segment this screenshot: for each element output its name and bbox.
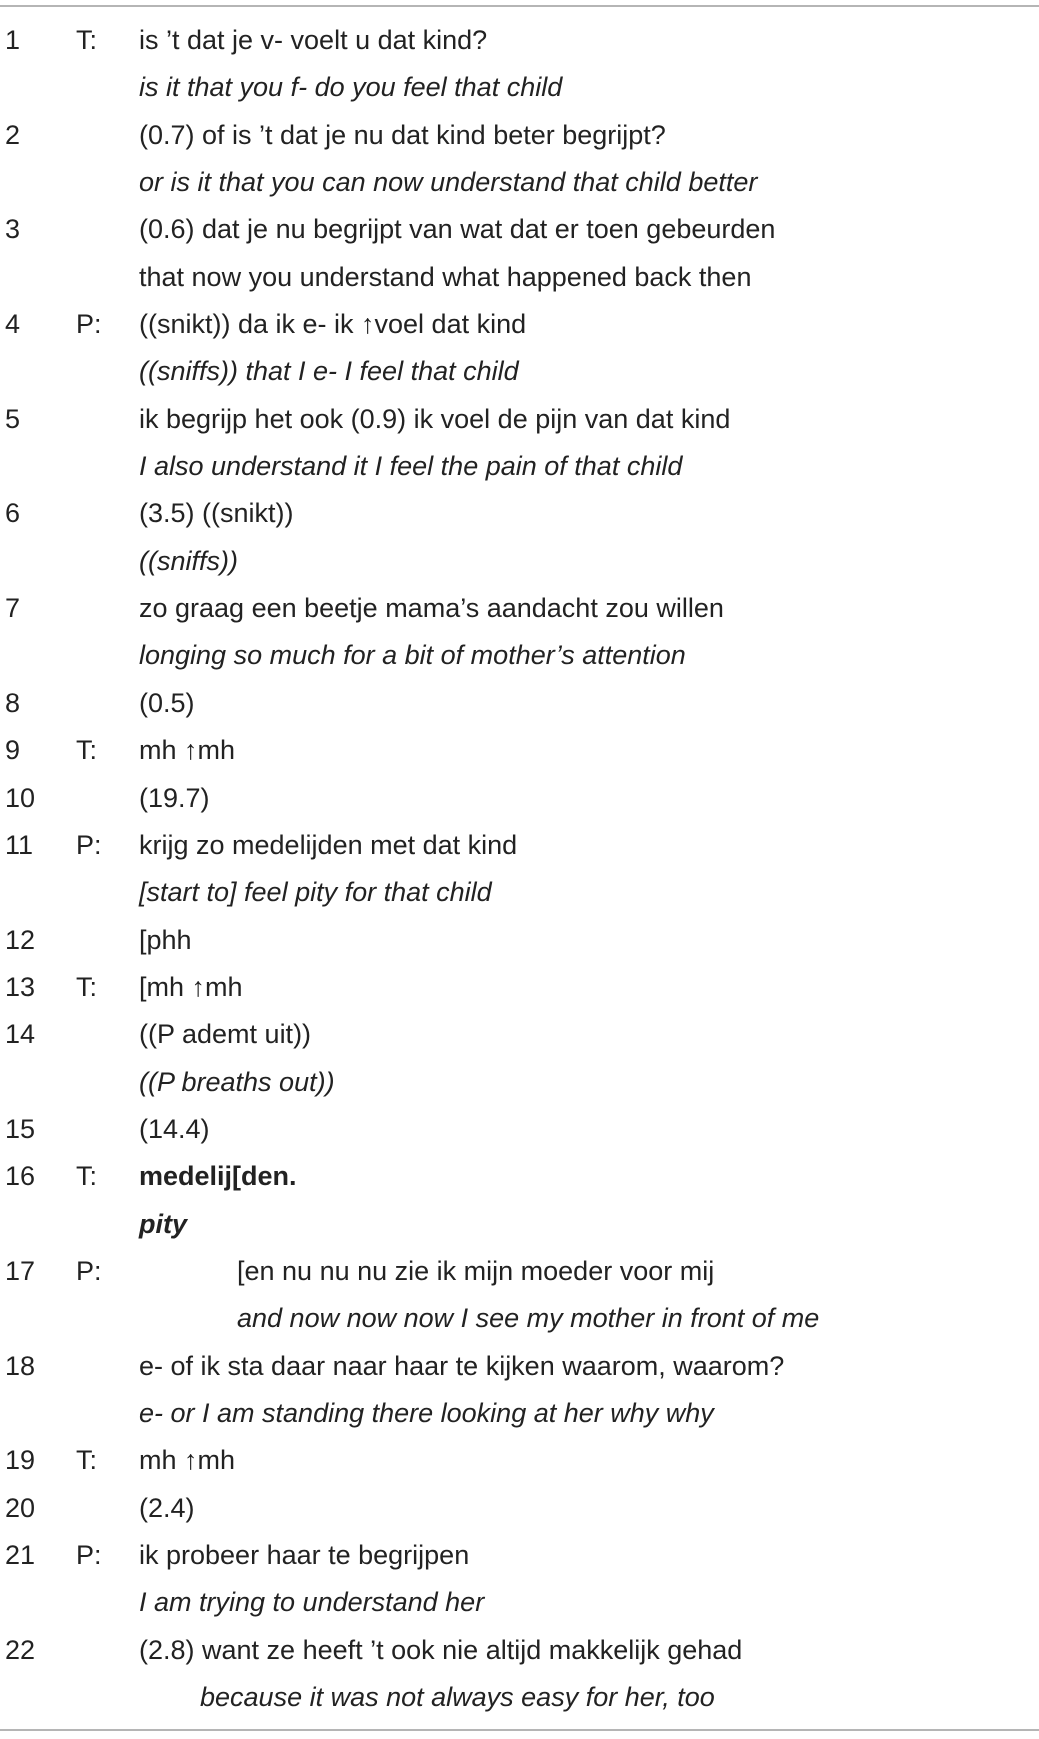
utterance-text: ((snikt)) da ik e- ik ↑voel dat kind [139, 309, 527, 340]
transcript-line-11 [0, 822, 1039, 869]
top-rule [0, 5, 1039, 7]
translation-text: or is it that you can now understand that child better [139, 167, 758, 198]
speaker-label: T: [76, 1445, 98, 1476]
line-number: 7 [5, 593, 21, 624]
transcript-line-5 [0, 396, 1039, 443]
line-number: 12 [5, 924, 36, 955]
translation-text: longing so much for a bit of mother’s attention [139, 640, 686, 671]
utterance-text: (19.7) [139, 782, 210, 813]
utterance-text: [phh [139, 924, 192, 955]
translation-line-11 [0, 869, 1039, 916]
utterance-text-part: n van dat kind [562, 403, 731, 434]
translation-line-17 [0, 1295, 1039, 1342]
translation-text-indented: and now now now I see my mother in front of me [237, 1303, 820, 1334]
line-number: 5 [5, 403, 21, 434]
utterance-text: (0.5) [139, 687, 195, 718]
line-number: 3 [5, 214, 21, 245]
transcript-table [0, 17, 1039, 1721]
bottom-rule [0, 1729, 1039, 1731]
utterance-text: (14.4) [139, 1113, 210, 1144]
transcript-line-10 [0, 775, 1039, 822]
translation-text: I am trying to understand her [139, 1587, 485, 1618]
utterance-text: (3.5) ((snikt)) [139, 498, 294, 529]
translation-text: ((sniffs)) that I e- I feel that child [139, 356, 519, 387]
utterance-text: mh ↑mh [139, 1445, 236, 1476]
utterance-text-indented: [en nu nu nu zie ik mijn moeder voor mij [237, 1255, 715, 1286]
line-number: 8 [5, 687, 21, 718]
transcript-line-20 [0, 1485, 1039, 1532]
translation-text: ((P breaths out)) [139, 1066, 335, 1097]
transcript-line-15 [0, 1106, 1039, 1153]
line-number: 22 [5, 1634, 36, 1665]
translation-line-6 [0, 538, 1039, 585]
translation-text: that now you understand what happened back then [139, 261, 752, 292]
line-number: 20 [5, 1492, 36, 1523]
utterance-text: [mh ↑mh [139, 971, 243, 1002]
translation-line-14 [0, 1059, 1039, 1106]
line-number: 11 [5, 829, 34, 860]
transcript-line-8 [0, 680, 1039, 727]
transcript-line-22 [0, 1627, 1039, 1674]
utterance-text: krijg zo medelijden met dat kind [139, 829, 518, 860]
transcript-line-2 [0, 112, 1039, 159]
speaker-label: T: [76, 971, 98, 1002]
transcript-line-14 [0, 1011, 1039, 1058]
utterance-text [139, 403, 730, 435]
utterance-text-part: ik begrijp het ook (0.9) ik voel de pi [139, 403, 557, 434]
translation-text-bold: pity [139, 1208, 188, 1239]
utterance-text: (0.7) of is ’t dat je nu dat kind beter begrijpt? [139, 119, 666, 150]
transcript-line-3 [0, 206, 1039, 253]
line-number: 19 [5, 1445, 36, 1476]
translation-text: [start to] feel pity for that child [139, 877, 492, 908]
transcript-line-21 [0, 1532, 1039, 1579]
utterance-text: is ’t dat je v- voelt u dat kind? [139, 25, 488, 55]
transcript-line-17 [0, 1248, 1039, 1295]
translation-line-5 [0, 443, 1039, 490]
transcript-line-7 [0, 585, 1039, 632]
line-number: 10 [5, 782, 36, 813]
utterance-text: zo graag een beetje mama’s aandacht zou willen [139, 593, 724, 624]
translation-text-indented: because it was not always easy for her, too [200, 1682, 715, 1713]
transcript-line-16 [0, 1153, 1039, 1200]
translation-line-18 [0, 1390, 1039, 1437]
transcript-line-6 [0, 490, 1039, 537]
line-number: 18 [5, 1350, 36, 1381]
translation-line-16 [0, 1201, 1039, 1248]
translation-line-2 [0, 159, 1039, 206]
utterance-text: ik probeer haar te begrijpen [139, 1540, 470, 1570]
line-number: 6 [5, 498, 21, 529]
line-number: 1 [5, 25, 21, 55]
line-number: 14 [5, 1019, 36, 1050]
speaker-label: P: [76, 1255, 102, 1286]
translation-line-21 [0, 1579, 1039, 1626]
speaker-label: T: [76, 25, 98, 55]
utterance-text: (2.8) want ze heeft ’t ook nie altijd makkelijk gehad [139, 1634, 743, 1665]
utterance-text: (0.6) dat je nu begrijpt van wat dat er toen gebeurden [139, 214, 776, 245]
utterance-text: mh ↑mh [139, 735, 236, 766]
translation-line-1 [0, 64, 1039, 111]
translation-line-7 [0, 632, 1039, 679]
translation-text: e- or I am standing there looking at her why why [139, 1397, 714, 1428]
line-number: 13 [5, 971, 36, 1002]
transcript-line-13 [0, 964, 1039, 1011]
translation-text: ((sniffs)) [139, 545, 238, 576]
translation-line-4 [0, 348, 1039, 395]
line-number: 16 [5, 1161, 36, 1192]
speaker-label: P: [76, 309, 102, 340]
speaker-label: P: [76, 829, 102, 860]
speaker-label: P: [76, 1540, 102, 1570]
translation-text: is it that you f- do you feel that child [139, 72, 563, 103]
utterance-text-bold: medelij[den. [139, 1161, 297, 1192]
transcript-line-18 [0, 1343, 1039, 1390]
line-number: 15 [5, 1113, 36, 1144]
utterance-text: ((P ademt uit)) [139, 1019, 312, 1050]
line-number: 9 [5, 735, 21, 766]
utterance-text: (2.4) [139, 1492, 195, 1523]
line-number: 4 [5, 309, 21, 340]
transcript-line-1 [0, 17, 1039, 64]
line-number: 17 [5, 1255, 36, 1286]
line-number: 21 [5, 1540, 36, 1570]
transcript-line-19 [0, 1437, 1039, 1484]
translation-text: I also understand it I feel the pain of that child [139, 451, 683, 482]
utterance-text: e- of ik sta daar naar haar te kijken waarom, waarom? [139, 1350, 785, 1381]
transcript-line-9 [0, 727, 1039, 774]
line-number: 2 [5, 119, 21, 150]
translation-line-3 [0, 254, 1039, 301]
transcript-line-12 [0, 917, 1039, 964]
transcript-line-4 [0, 301, 1039, 348]
translation-line-22 [0, 1674, 1039, 1721]
speaker-label: T: [76, 735, 98, 766]
underlined-letter: j [556, 403, 563, 434]
speaker-label: T: [76, 1161, 98, 1192]
